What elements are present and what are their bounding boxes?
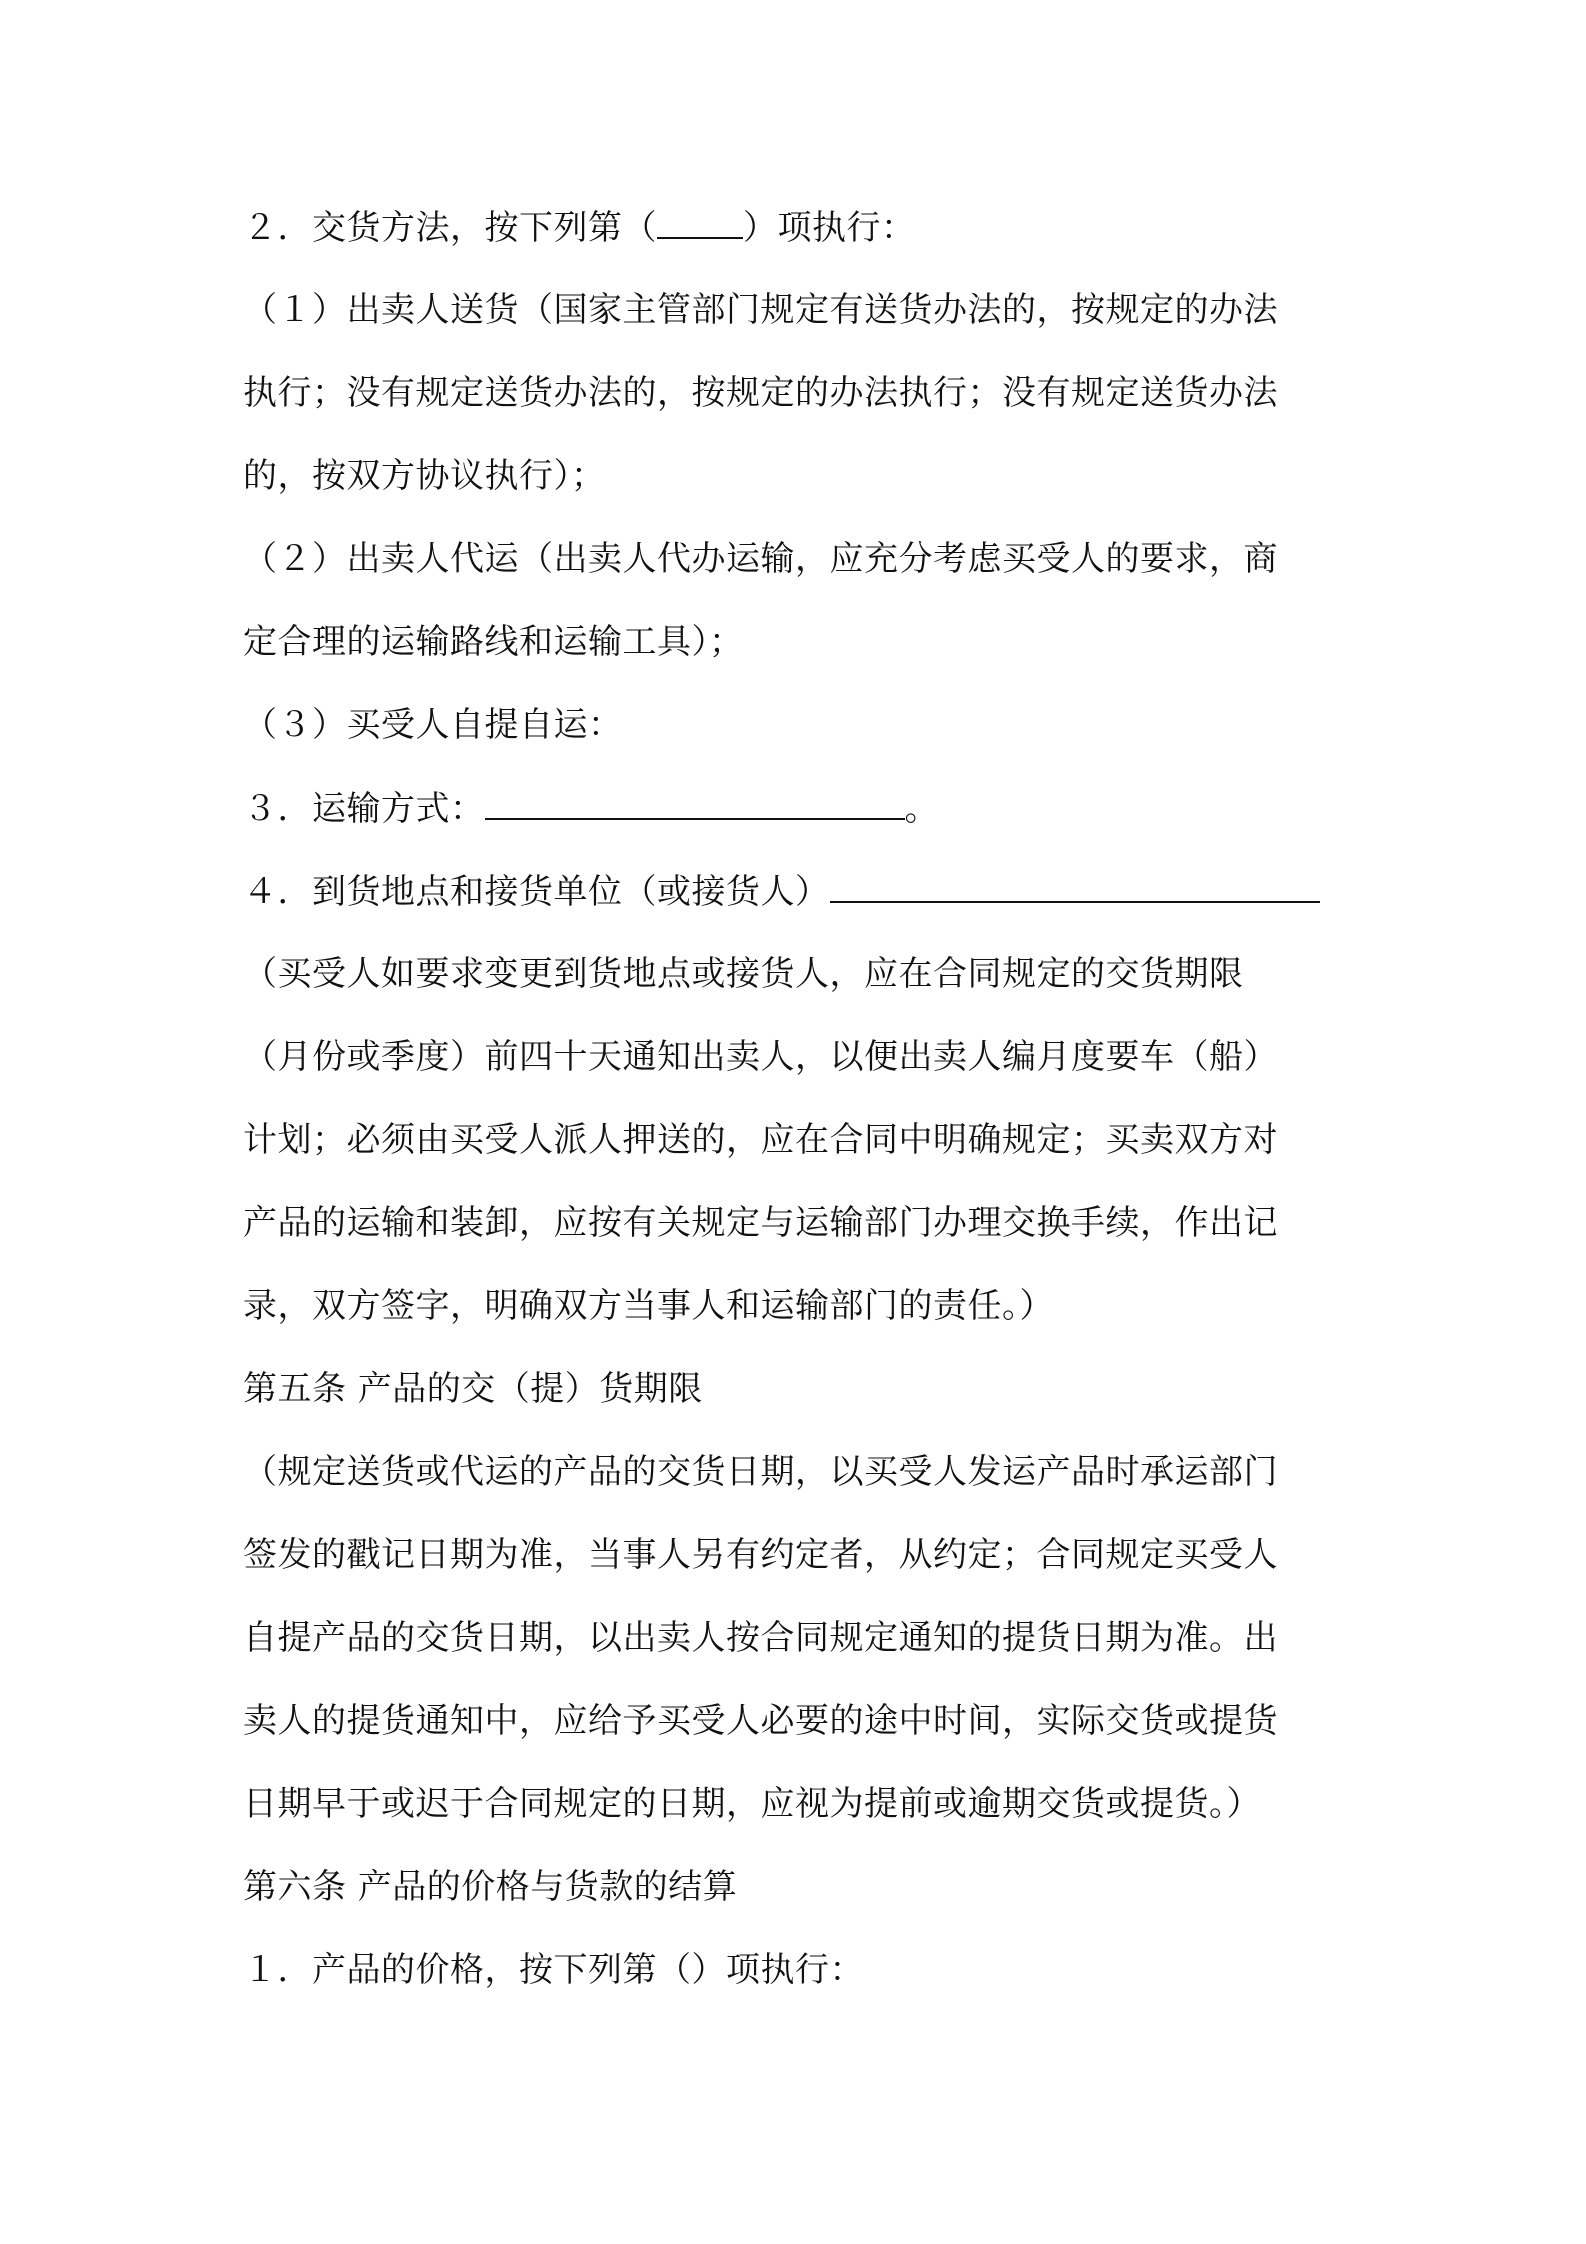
item-3-transport-mode bbox=[243, 784, 1363, 833]
item-3-blank[interactable] bbox=[485, 784, 905, 820]
note-4-line-5: 录，双方签字，明确双方当事人和运输部门的责任。） bbox=[243, 1286, 1054, 1326]
item-2-blank[interactable] bbox=[657, 203, 743, 239]
article-5-note-line-1: （规定送货或代运的产品的交货日期，以买受人发运产品时承运部门 bbox=[243, 1452, 1278, 1492]
note-4-line-2: （月份或季度）前四十天通知出卖人，以便出卖人编月度要车（船） bbox=[243, 1037, 1278, 1077]
option-2-line-1: （２）出卖人代运（出卖人代办运输，应充分考虑买受人的要求，商 bbox=[243, 539, 1278, 579]
article-5-title: 第五条 产品的交（提）货期限 bbox=[243, 1369, 703, 1409]
item-2-delivery-method bbox=[243, 203, 1363, 252]
option-1-line-2: 执行；没有规定送货办法的，按规定的办法执行；没有规定送货办法 bbox=[243, 373, 1278, 413]
item-4-prefix: ４．到货地点和接货单位（或接货人） bbox=[243, 872, 830, 912]
item-2-prefix: ２．交货方法，按下列第（ bbox=[243, 208, 657, 248]
item-3-prefix: ３．运输方式： bbox=[243, 789, 485, 829]
note-4-line-1: （买受人如要求变更到货地点或接货人，应在合同规定的交货期限 bbox=[243, 954, 1244, 994]
option-1-line-3: 的，按双方协议执行）； bbox=[243, 456, 606, 496]
item-4-destination bbox=[243, 867, 1363, 916]
article-5-note-line-2: 签发的戳记日期为准，当事人另有约定者，从约定；合同规定买受人 bbox=[243, 1535, 1278, 1575]
item-6-1-price: １．产品的价格，按下列第（）项执行： bbox=[243, 1950, 864, 1990]
option-1-line-1: （１）出卖人送货（国家主管部门规定有送货办法的，按规定的办法 bbox=[243, 290, 1278, 330]
item-2-suffix: ）项执行： bbox=[743, 208, 916, 248]
article-5-note-line-4: 卖人的提货通知中，应给予买受人必要的途中时间，实际交货或提货 bbox=[243, 1701, 1278, 1741]
option-3: （３）买受人自提自运： bbox=[243, 705, 623, 745]
item-4-blank[interactable] bbox=[830, 867, 1320, 903]
item-3-suffix: 。 bbox=[904, 789, 939, 829]
note-4-line-4: 产品的运输和装卸，应按有关规定与运输部门办理交换手续，作出记 bbox=[243, 1203, 1278, 1243]
article-5-note-line-5: 日期早于或迟于合同规定的日期，应视为提前或逾期交货或提货。） bbox=[243, 1784, 1261, 1824]
article-6-title: 第六条 产品的价格与货款的结算 bbox=[243, 1867, 738, 1907]
article-5-note-line-3: 自提产品的交货日期，以出卖人按合同规定通知的提货日期为准。出 bbox=[243, 1618, 1278, 1658]
option-2-line-2: 定合理的运输路线和运输工具）； bbox=[243, 622, 744, 662]
note-4-line-3: 计划；必须由买受人派人押送的，应在合同中明确规定；买卖双方对 bbox=[243, 1120, 1278, 1160]
